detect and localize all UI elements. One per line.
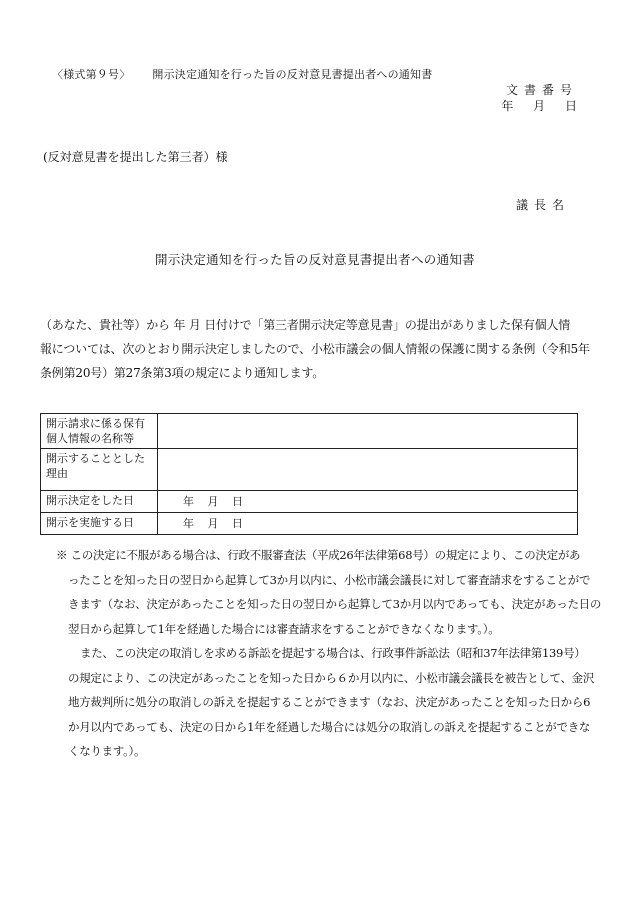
note-line: ったことを知った日の翌日から起算して3か月以内に、小松市議会議長に対して審査請求をすることがで: [68, 572, 591, 587]
table-row: [41, 414, 578, 449]
body-line: （あなた、貴社等）から 年 月 日付けで「第三者開示決定等意見書」の提出がありました保有個人情: [40, 318, 571, 332]
row-label: 開示することとした理由: [41, 449, 158, 491]
row-label: 開示請求に係る保有個人情報の名称等: [41, 414, 158, 449]
body-paragraph: [40, 313, 588, 385]
row-label: 開示決定をした日: [41, 491, 158, 513]
document-date: 年 月 日: [501, 99, 578, 113]
note-line: きます（なお、決定があったことを知った日の翌日から起算して3か月以内であっても、決定があった日の: [68, 597, 602, 611]
note-line: また、この決定の取消しを求める訴訟を提起する場合は、行政事件訴訟法（昭和37年法律第139号）: [80, 646, 586, 660]
notes-section: [56, 543, 602, 764]
form-title: 開示決定通知を行った旨の反対意見書提出者への通知書: [152, 68, 433, 81]
body-line: 条例第20号）第27条第3項の規定により通知します。: [40, 366, 325, 380]
table-row: [41, 449, 578, 491]
table-row: [41, 513, 578, 535]
recipient-name: (反対意見書を提出した第三者）様: [43, 150, 228, 164]
row-value: [158, 414, 578, 449]
form-number: 〈様式第９号〉: [52, 68, 131, 81]
note-line: 翌日から起算して1年を経過した場合には審査請求をすることができなくなります。）。: [68, 621, 500, 636]
body-line: 報については、次のとおり開示決定しましたので、小松市議会の個人情報の保護に関する条例（令和5年: [40, 342, 590, 356]
note-line: 地方裁判所に処分の取消しの訴えを提起することができます（なお、決定があったことを知った日から6: [68, 695, 591, 709]
document-number: 文書番号: [505, 83, 578, 97]
form-header: [52, 66, 432, 82]
row-value: 年 月 日: [158, 513, 578, 535]
note-line: くなります。）。: [68, 744, 146, 758]
row-label: 開示を実施する日: [41, 513, 158, 535]
note-line: の規定により、この決定があったことを知った日から６か月以内に、小松市議会議長を被告として、金沢: [68, 670, 595, 685]
row-value: 年 月 日: [158, 491, 578, 513]
info-table: [40, 413, 578, 535]
note-line: ※ この決定に不服がある場合は、行政不服審査法（平成26年法律第68号）の規定により、この決定があ: [56, 548, 581, 562]
row-value: [158, 449, 578, 491]
table-row: [41, 491, 578, 513]
note-line: か月以内であっても、決定の日から1年を経過した場合には処分の取消しの訴えを提起することができな: [68, 719, 591, 734]
chair-name: 議長名: [515, 198, 570, 212]
document-title: 開示決定通知を行った旨の反対意見書提出者への通知書: [154, 252, 475, 267]
